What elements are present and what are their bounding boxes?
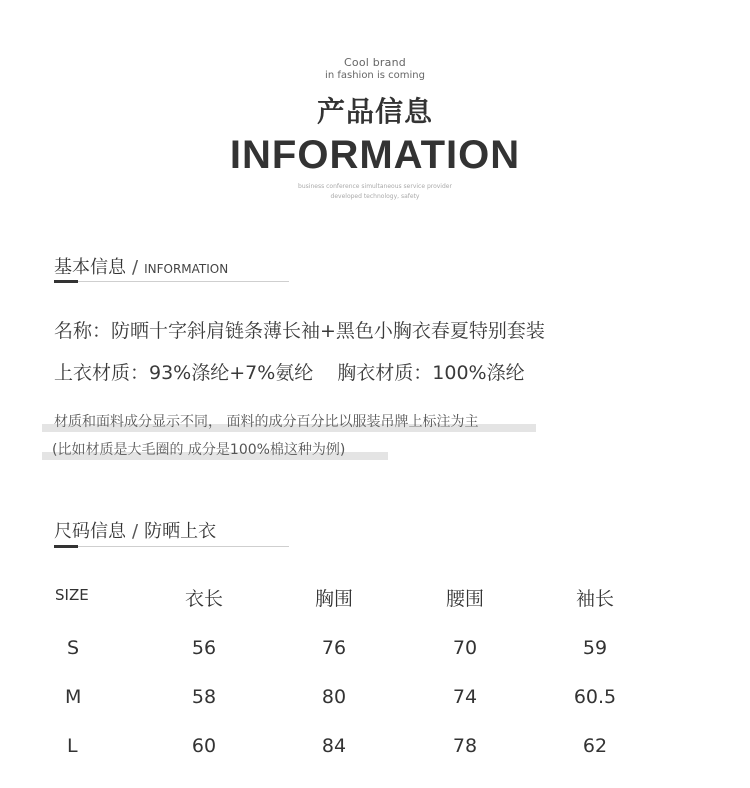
basic-info-heading-en: INFORMATION (144, 262, 229, 276)
tagline-cool-brand: Cool brand (344, 56, 406, 69)
table-cell: 70 (452, 637, 478, 659)
basic-info-accent (54, 280, 78, 283)
bra-material: 胸衣材质：100%涤纶 (337, 362, 525, 384)
top-material: 上衣材质：93%涤纶+7%氨纶 (54, 362, 314, 384)
col-header-waist: 腰围 (445, 588, 484, 610)
table-cell: 56 (191, 637, 217, 659)
material-line (54, 358, 525, 385)
size-info-accent (54, 545, 78, 548)
basic-info-heading (54, 253, 228, 279)
size-label-s: S (67, 637, 80, 659)
table-cell: 78 (452, 735, 478, 757)
table-cell: 62 (582, 735, 608, 757)
page-title-en: INFORMATION (229, 133, 521, 177)
material-note-2: (比如材质是大毛圈的 成分是100%棉这种为例) (52, 442, 346, 458)
size-label-m: M (65, 686, 82, 708)
table-cell: 74 (452, 686, 478, 708)
table-cell: 59 (582, 637, 608, 659)
size-label-l: L (67, 735, 78, 757)
fine-print-2: developed technology, safety (330, 193, 420, 200)
product-name: 名称：防晒十字斜肩链条薄长袖+黑色小胸衣春夏特别套装 (54, 320, 545, 342)
heading-slash: / (132, 521, 139, 542)
table-cell: 60.5 (573, 686, 617, 708)
size-info-heading-sub: 防晒上衣 (144, 521, 217, 542)
size-info-heading (54, 517, 216, 543)
fine-print-1: business conference simultaneous service provider (298, 183, 452, 190)
material-note-1: 材质和面料成分显示不同， 面料的成分百分比以服装吊牌上标注为主 (54, 414, 479, 430)
table-cell: 76 (321, 637, 347, 659)
page-title-cn: 产品信息 (316, 95, 433, 128)
size-info-divider (54, 546, 289, 547)
basic-info-heading-cn: 基本信息 (54, 257, 126, 278)
col-header-length: 衣长 (184, 588, 223, 610)
col-header-sleeve: 袖长 (575, 588, 614, 610)
size-info-heading-cn: 尺码信息 (54, 521, 126, 542)
basic-info-divider (54, 281, 289, 282)
tagline-fashion: in fashion is coming (325, 70, 425, 81)
table-cell: 84 (321, 735, 347, 757)
table-cell: 58 (191, 686, 217, 708)
col-header-size: SIZE (55, 586, 89, 604)
heading-slash: / (132, 257, 139, 278)
table-cell: 80 (321, 686, 347, 708)
col-header-bust: 胸围 (314, 588, 353, 610)
table-cell: 60 (191, 735, 217, 757)
